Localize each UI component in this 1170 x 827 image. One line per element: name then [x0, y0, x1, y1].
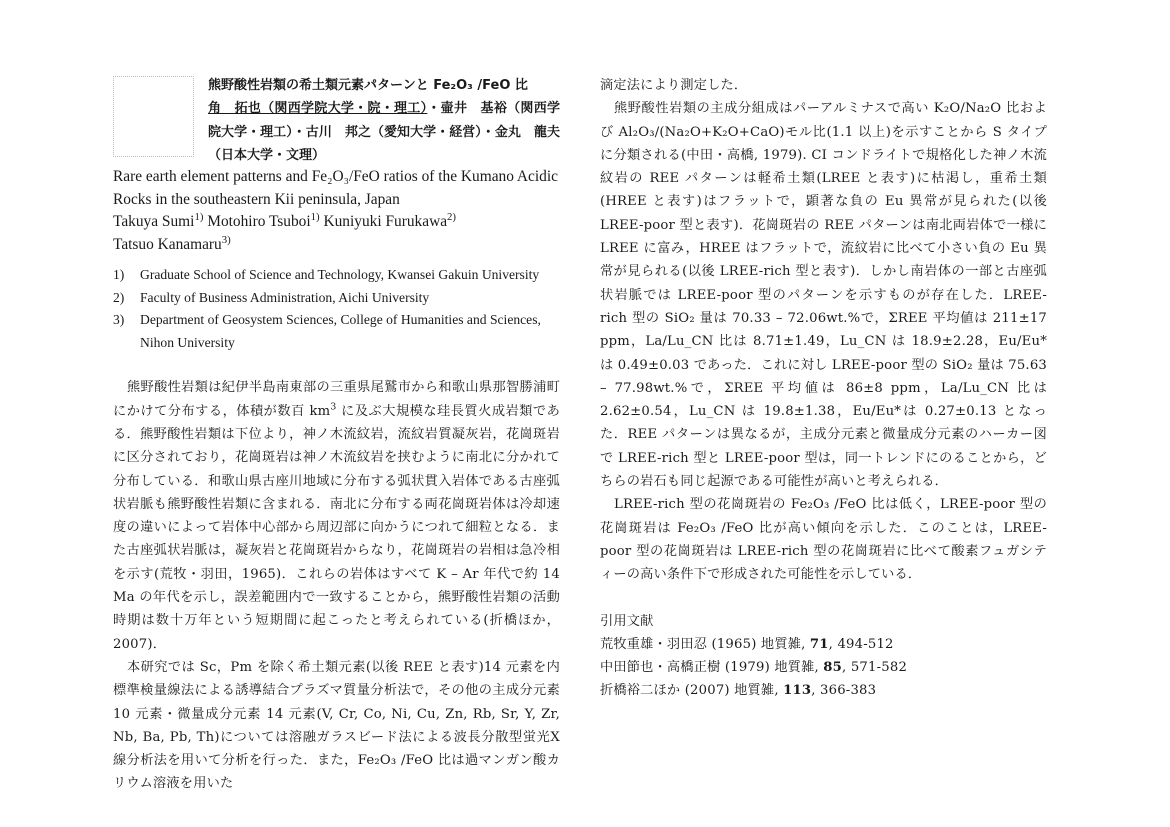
affiliation-number: 2): [113, 289, 125, 305]
paragraph-2-continued: 滴定法により測定した．: [600, 78, 748, 93]
affiliation-text: Graduate School of Science and Technology, Kwansei Gakuin University: [140, 267, 540, 282]
reference-text: 中田節也・高橋正樹 (1979) 地質雑,: [600, 660, 824, 676]
reference-item: [600, 656, 1047, 679]
reference-text: 折橋裕二ほか (2007) 地質雑,: [600, 683, 784, 699]
author-name: Tatsuo Kanamaru: [113, 235, 222, 253]
affiliation-text: Department of Geosystem Sciences, College of Humanities and Sciences, Nihon University: [140, 312, 541, 350]
reference-pages: , 366-383: [811, 683, 877, 699]
paragraph-3: 熊野酸性岩類の主成分組成はパーアルミナスで高い K₂O/Na₂O 比および Al₂O₃/(Na₂O+K₂O+CaO)モル比(1.1 以上)を示すことから S タイプに分類される(中田・高橋, 1979). CI コンドライトで規格化した神ノ木流紋岩の REE パターンは軽希土類(LREE と表す)に枯渇し，重希土類(HREE と表す)はフラットで，顕著な負の Eu 異常が見られた(以後 LREE-poor 型と表す)．花崗斑岩の REE パターンは南北両岩体で一様に LREE に富み，HREE はフラットで，流紋岩に比べて小さい負の Eu 異常が見られる(以後 LREE-rich 型と表す)．しかし南岩体の一部と古座弧状岩脈では LREE-poor 型のパターンを示すものが存在した．LREE-rich 型の SiO₂ 量は 70.33 – 72.06wt.%で，ΣREE 平均値は 211±17 ppm，La/Lu_CN 比は 8.71±1.49，Lu_CN は 18.9±2.28，Eu/Eu* は 0.49±0.03 であった．これに対し LREE-poor 型の SiO₂ 量は 75.63 – 77.98wt.%で，ΣREE 平均値は 86±8 ppm，La/Lu_CN 比は 2.62±0.54，Lu_CN は 19.8±1.38，Eu/Eu*は 0.27±0.13 となった．REE パターンは異なるが，主成分元素と微量成分元素のハーカー図で LREE-rich 型と LREE-poor 型は，同一トレンドにのることから，どちらの岩石も同じ起源である可能性が高いと考えられる．: [600, 101, 1047, 490]
reference-item: [600, 679, 1047, 702]
paragraph-2: 本研究では Sc，Pm を除く希土類元素(以後 REE と表す)14 元素を内標準検量線法による誘導結合プラズマ質量分析法で，その他の主成分元素 10 元素・微量成分元素 14 元素(V, Cr, Co, Ni, Cu, Zn, Rb, Sr, Y, Zr, Nb, Ba, Pb, Th)については溶融ガラスビード法による波長分散型蛍光X線分析法を用いて分析を行った．また，Fe₂O₃ /FeO 比は過マンガン酸カリウム溶液を用いた: [113, 659, 560, 792]
right-column: [600, 74, 1047, 703]
author-name: Takuya Sumi: [113, 213, 195, 230]
photo-placeholder: [113, 76, 194, 157]
co-authors: ・壷井 基裕（関西学院大学・理工）・古川 邦之（愛知大学・経営）・金丸 龍夫（日本大学・文理）: [208, 101, 560, 163]
english-title: Rare earth element patterns and Fe₂O₃/FeO ratios of the Kumano Acidic Rocks in the southeastern Kii peninsula, Japan: [113, 168, 558, 208]
reference-pages: , 571-582: [842, 660, 908, 676]
affiliation-number: 3): [113, 312, 125, 328]
reference-text: 荒牧重雄・羽田忍 (1965) 地質雑,: [600, 636, 810, 652]
author-name: Motohiro Tsuboi: [207, 213, 311, 230]
affiliation-item: [113, 309, 560, 354]
affiliation-number: 1): [113, 267, 125, 282]
paragraph-text: に及ぶ大規模な珪長質火成岩類である．熊野酸性岩類は下位より，神ノ木流紋岩，流紋岩質凝灰岩，花崗斑岩に区分されており，花崗斑岩は神ノ木流紋岩を挟むように南北に分かれて分布している．和歌山県古座川地域に分布する弧状貫入岩体である古座弧状岩脈も熊野酸性岩類に含まれる．南北に分布する両花崗斑岩体は冷却速度の違いによって岩体中心部から周辺部に向かうにつれて細粒となる．また古座弧状岩脈は，凝灰岩と花崗斑岩からなり，花崗斑岩の岩相は急冷相を示す(荒牧・羽田，1965)．これらの岩体はすべて K – Ar 年代で約 14 Ma の年代を示し，誤差範囲内で一致することから，熊野酸性岩類の活動時期は数十万年という短期間に起こったと考えられている(折橋ほか，2007)．: [113, 403, 561, 652]
affiliation-item: [113, 287, 560, 310]
references-heading: 引用文献: [600, 613, 654, 629]
superscript: 3: [330, 401, 337, 413]
presenting-author: 角 拓也（関西学院大学・院・理工）: [208, 101, 428, 117]
reference-item: [600, 633, 1047, 656]
japanese-header: [208, 74, 560, 167]
affiliation-item: [113, 264, 560, 287]
affiliation-text: Faculty of Business Administration, Aichi University: [140, 289, 430, 305]
japanese-title: 熊野酸性岩類の希土類元素パターンと Fe₂O₃ /FeO 比: [208, 78, 528, 93]
japanese-authors: [208, 97, 560, 167]
reference-pages: , 494-512: [828, 636, 894, 652]
affiliation-list: [113, 264, 560, 354]
left-column: [113, 74, 560, 796]
paragraph-text: 熊野酸性岩類は紀伊半島南東部の三重県尾鷲市から和歌山県那智勝浦町にかけて分布する，体積が数百 km: [113, 380, 560, 419]
paragraph-4: LREE-rich 型の花崗斑岩の Fe₂O₃ /FeO 比は低く，LREE-poor 型の花崗斑岩は Fe₂O₃ /FeO 比が高い傾向を示した．このことは，LREE-poor 型の花崗斑岩は LREE-rich 型の花崗斑岩に比べて酸素フュガシティーの高い条件下で形成された可能性を示している．: [600, 497, 1047, 583]
reference-volume: 71: [809, 636, 829, 652]
reference-volume: 113: [783, 683, 812, 699]
english-authors: [113, 211, 560, 256]
author-affil-mark: 1): [310, 210, 320, 223]
author-name: Kuniyuki Furukawa: [323, 213, 448, 230]
reference-volume: 85: [823, 660, 843, 676]
paragraph-1: [113, 376, 560, 656]
author-affil-mark: 3): [221, 233, 231, 246]
header-block: [113, 74, 560, 166]
body-text-left: [113, 376, 560, 795]
author-affil-mark: 2): [447, 210, 456, 223]
author-affil-mark: 1): [194, 210, 204, 223]
